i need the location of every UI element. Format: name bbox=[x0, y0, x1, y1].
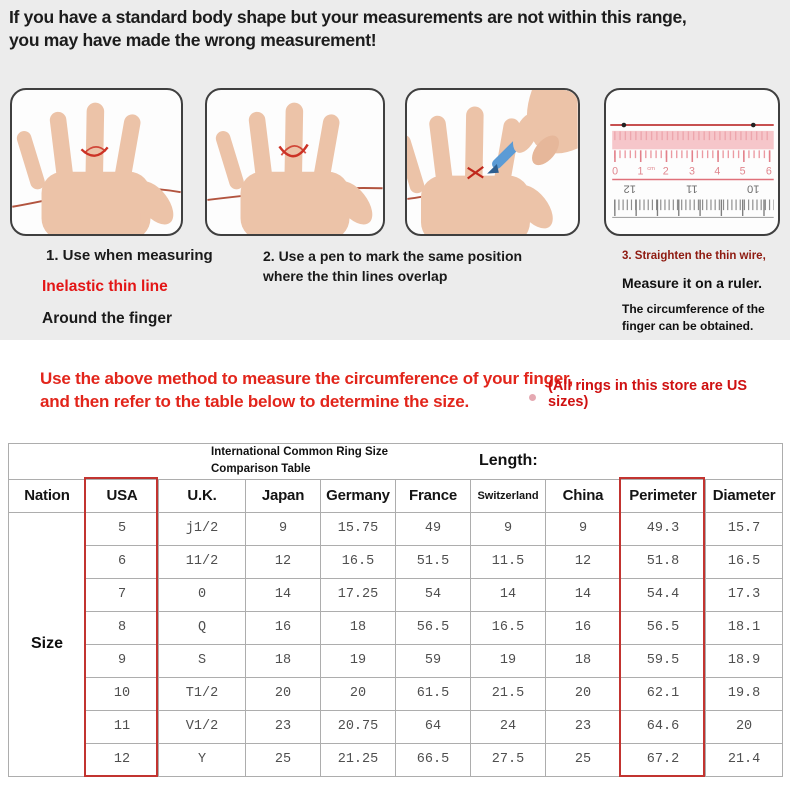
table-cell: 54 bbox=[396, 578, 471, 611]
table-title-row bbox=[9, 444, 783, 480]
table-cell: 49 bbox=[396, 512, 471, 545]
ruler-inverted-number: 12 bbox=[623, 182, 636, 195]
instruction-section bbox=[0, 340, 790, 443]
table-title: International Common Ring Size Comparison Table bbox=[211, 446, 388, 476]
step1-line3: Around the finger bbox=[42, 310, 173, 327]
column-header-germany: Germany bbox=[321, 479, 396, 512]
ruler-illustration bbox=[606, 90, 778, 234]
table-cell: 18.1 bbox=[706, 611, 783, 644]
ruler-number: 6 bbox=[765, 165, 772, 178]
table-row bbox=[9, 512, 783, 545]
measure-instruction-text bbox=[40, 367, 573, 414]
table-cell: V1/2 bbox=[159, 710, 246, 743]
table-cell: 21.4 bbox=[706, 743, 783, 776]
table-cell: 25 bbox=[546, 743, 621, 776]
step1-caption bbox=[42, 247, 257, 328]
table-cell: 9 bbox=[246, 512, 321, 545]
column-header-usa: USA bbox=[86, 479, 159, 512]
table-cell: 20.75 bbox=[321, 710, 396, 743]
table-cell: 9 bbox=[86, 644, 159, 677]
table-cell: 17.3 bbox=[706, 578, 783, 611]
size-row-label: Size bbox=[9, 512, 86, 776]
table-row bbox=[9, 644, 783, 677]
table-cell: 27.5 bbox=[471, 743, 546, 776]
table-cell: 14 bbox=[471, 578, 546, 611]
table-header-row bbox=[9, 479, 783, 512]
step2-caption: 2. Use a pen to mark the same position where the thin lines overlap bbox=[263, 248, 523, 284]
ring-size-comparison-table bbox=[8, 443, 783, 777]
photo-ruler-measure bbox=[604, 88, 780, 236]
table-cell: 23 bbox=[246, 710, 321, 743]
photo-thread-overlap bbox=[205, 88, 385, 236]
table-cell: 11 bbox=[86, 710, 159, 743]
table-row bbox=[9, 677, 783, 710]
table-cell: 18.9 bbox=[706, 644, 783, 677]
table-cell: 11.5 bbox=[471, 545, 546, 578]
us-sizes-note: (All rings in this store are US sizes) bbox=[548, 378, 748, 410]
ruler-number: 5 bbox=[739, 165, 746, 178]
table-cell: j1/2 bbox=[159, 512, 246, 545]
table-cell: 10 bbox=[86, 677, 159, 710]
table-cell: 16.5 bbox=[321, 545, 396, 578]
ruler-number: 0 bbox=[612, 165, 619, 178]
column-header-japan: Japan bbox=[246, 479, 321, 512]
table-cell: 20 bbox=[321, 677, 396, 710]
table-cell: 14 bbox=[246, 578, 321, 611]
table-cell: 16.5 bbox=[471, 611, 546, 644]
table-cell: 18 bbox=[321, 611, 396, 644]
table-cell: 19.8 bbox=[706, 677, 783, 710]
table-cell: 15.75 bbox=[321, 512, 396, 545]
table-row bbox=[9, 710, 783, 743]
table-cell: 24 bbox=[471, 710, 546, 743]
table-cell: 11/2 bbox=[159, 545, 246, 578]
table-row bbox=[9, 743, 783, 776]
table-cell: 51.5 bbox=[396, 545, 471, 578]
hand-thread-overlap-illustration bbox=[207, 90, 383, 234]
step3-line3: The circumference of the finger can be obtained. bbox=[622, 302, 765, 334]
instruction-line2: and then refer to the table below to determine the size. bbox=[40, 392, 469, 412]
table-cell: 12 bbox=[546, 545, 621, 578]
table-cell: 16 bbox=[546, 611, 621, 644]
step3-title: 3. Straighten the thin wire, bbox=[622, 250, 766, 262]
table-cell: 7 bbox=[86, 578, 159, 611]
table-cell: 20 bbox=[246, 677, 321, 710]
table-cell: 56.5 bbox=[621, 611, 706, 644]
table-cell: 5 bbox=[86, 512, 159, 545]
measure-guide-section bbox=[0, 0, 790, 340]
instruction-line1: Use the above method to measure the circumference of your finger, bbox=[40, 369, 574, 388]
table-cell: 64 bbox=[396, 710, 471, 743]
pen-marking-illustration bbox=[407, 90, 578, 234]
table-cell: 12 bbox=[246, 545, 321, 578]
table-cell: S bbox=[159, 644, 246, 677]
table-cell: 25 bbox=[246, 743, 321, 776]
column-header-diameter: Diameter bbox=[706, 479, 783, 512]
table-cell: Y bbox=[159, 743, 246, 776]
table-cell: 20 bbox=[546, 677, 621, 710]
ruler-inverted-number: 11 bbox=[686, 182, 698, 195]
length-label: Length: bbox=[479, 452, 538, 470]
column-header-perimeter: Perimeter bbox=[621, 479, 706, 512]
step3-caption bbox=[622, 250, 786, 336]
table-cell: 21.25 bbox=[321, 743, 396, 776]
table-cell: 19 bbox=[471, 644, 546, 677]
column-header-china: China bbox=[546, 479, 621, 512]
ruler-cm-unit: cm bbox=[647, 165, 656, 172]
ruler-number: 4 bbox=[714, 165, 721, 178]
ruler-inverted-number: 10 bbox=[747, 182, 760, 195]
table-cell: Q bbox=[159, 611, 246, 644]
table-cell: 16 bbox=[246, 611, 321, 644]
table-cell: 61.5 bbox=[396, 677, 471, 710]
table-cell: 19 bbox=[321, 644, 396, 677]
heading-line2: you may have made the wrong measurement! bbox=[9, 29, 377, 50]
table-row bbox=[9, 578, 783, 611]
cursor-artifact bbox=[529, 394, 536, 401]
page-title bbox=[9, 6, 729, 52]
table-cell: 59 bbox=[396, 644, 471, 677]
table-cell: 12 bbox=[86, 743, 159, 776]
ruler-number: 1 bbox=[637, 165, 644, 178]
table-cell: 54.4 bbox=[621, 578, 706, 611]
table-row bbox=[9, 611, 783, 644]
heading-line1: If you have a standard body shape but your measurements are not within this range, bbox=[9, 7, 687, 27]
table-cell: 6 bbox=[86, 545, 159, 578]
table-cell: 62.1 bbox=[621, 677, 706, 710]
table-cell: 20 bbox=[706, 710, 783, 743]
table-cell: 49.3 bbox=[621, 512, 706, 545]
column-header-uk: U.K. bbox=[159, 479, 246, 512]
ring-size-table-wrap bbox=[8, 443, 782, 777]
table-cell: 0 bbox=[159, 578, 246, 611]
table-cell: 23 bbox=[546, 710, 621, 743]
table-cell: 16.5 bbox=[706, 545, 783, 578]
step1-highlight: Inelastic thin line bbox=[42, 278, 168, 295]
table-cell: 18 bbox=[546, 644, 621, 677]
column-header-france: France bbox=[396, 479, 471, 512]
table-cell: 66.5 bbox=[396, 743, 471, 776]
table-cell: 9 bbox=[471, 512, 546, 545]
table-cell: 56.5 bbox=[396, 611, 471, 644]
table-cell: 15.7 bbox=[706, 512, 783, 545]
table-cell: 8 bbox=[86, 611, 159, 644]
table-cell: 9 bbox=[546, 512, 621, 545]
table-cell: 51.8 bbox=[621, 545, 706, 578]
table-row bbox=[9, 545, 783, 578]
table-cell: T1/2 bbox=[159, 677, 246, 710]
photo-thread-around-finger bbox=[10, 88, 183, 236]
table-cell: 21.5 bbox=[471, 677, 546, 710]
step1-title: 1. Use when measuring bbox=[46, 247, 213, 264]
ruler-number: 3 bbox=[689, 165, 695, 178]
photo-pen-marking bbox=[405, 88, 580, 236]
column-header-switzerland: Switzerland bbox=[471, 479, 546, 512]
table-cell: 14 bbox=[546, 578, 621, 611]
column-header-nation: Nation bbox=[9, 479, 86, 512]
table-cell: 64.6 bbox=[621, 710, 706, 743]
ruler-number: 2 bbox=[662, 165, 669, 178]
table-cell: 67.2 bbox=[621, 743, 706, 776]
table-cell: 59.5 bbox=[621, 644, 706, 677]
table-cell: 17.25 bbox=[321, 578, 396, 611]
table-cell: 18 bbox=[246, 644, 321, 677]
step3-line2: Measure it on a ruler. bbox=[622, 275, 763, 291]
hand-thread-illustration bbox=[12, 90, 181, 234]
